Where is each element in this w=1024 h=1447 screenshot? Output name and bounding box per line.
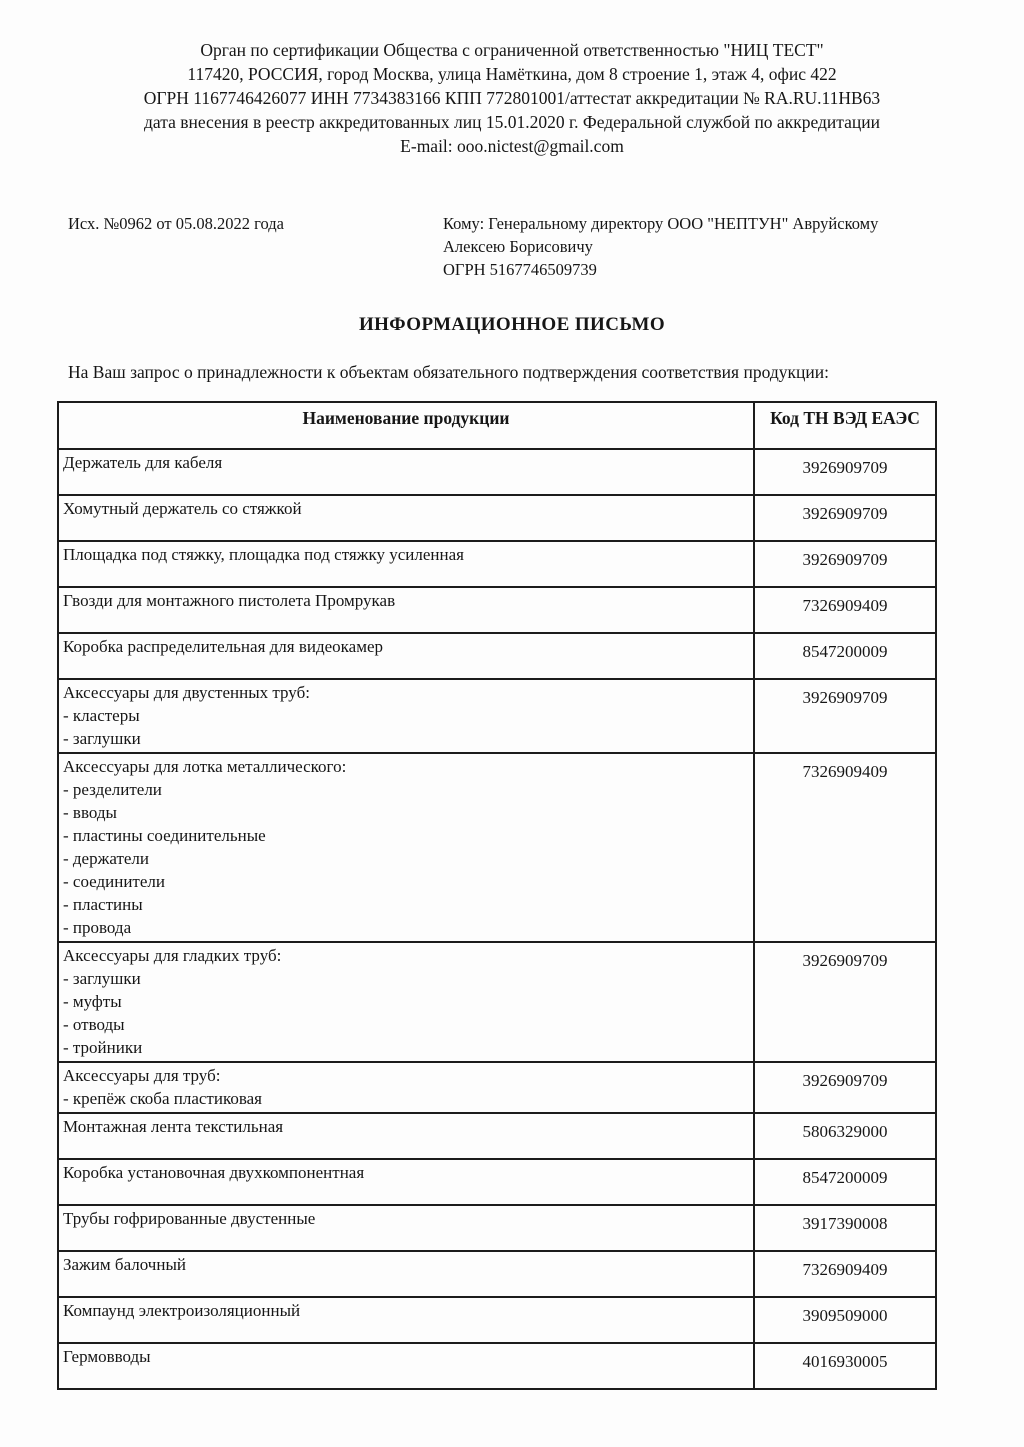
product-name: Аксессуары для двустенных труб:: [63, 683, 310, 702]
table-row: [58, 1113, 936, 1159]
product-name-cell: [58, 1297, 754, 1343]
letterhead: [0, 0, 1024, 158]
product-name: Коробка установочная двухкомпонентная: [63, 1163, 365, 1182]
product-code-cell: 4016930005: [754, 1343, 936, 1389]
product-name: Хомутный держатель со стяжкой: [63, 499, 302, 518]
table-row: [58, 1159, 936, 1205]
product-name: Гвозди для монтажного пистолета Промрукав: [63, 591, 396, 610]
letterhead-accreditation-line: дата внесения в реестр аккредитованных лиц 15.01.2020 г. Федеральной службой по аккредитации: [144, 112, 880, 132]
product-code-cell: 3909509000: [754, 1297, 936, 1343]
product-name-cell: [58, 679, 754, 753]
product-sub-item: - муфты: [63, 992, 122, 1011]
product-name: Монтажная лента текстильная: [63, 1117, 284, 1136]
table-row: [58, 1062, 936, 1113]
product-code-cell: 3926909709: [754, 541, 936, 587]
product-name-cell: [58, 495, 754, 541]
product-name: Коробка распределительная для видеокамер: [63, 637, 384, 656]
table-row: [58, 587, 936, 633]
table-row: [58, 942, 936, 1062]
product-name: Гермовводы: [63, 1347, 151, 1366]
product-name: Аксессуары для лотка металлического:: [63, 757, 347, 776]
table-row: [58, 753, 936, 942]
product-name-cell: [58, 1159, 754, 1205]
product-code-cell: 3926909709: [754, 942, 936, 1062]
product-sub-item: - кластеры: [63, 706, 140, 725]
table-header-row: [58, 402, 936, 449]
table-row: [58, 449, 936, 495]
letterhead-registration-line: ОГРН 1167746426077 ИНН 7734383166 КПП 772801001/аттестат аккредитации № RA.RU.11НВ63: [143, 88, 881, 108]
product-sub-item: - вводы: [63, 803, 117, 822]
product-code-cell: 3926909709: [754, 1062, 936, 1113]
products-table: [57, 401, 937, 1390]
outgoing-number: Исх. №0962 от 05.08.2022 года: [68, 214, 284, 233]
product-code-cell: 7326909409: [754, 753, 936, 942]
product-table-body: [58, 449, 936, 1389]
product-sub-item: - соединители: [63, 872, 165, 891]
letterhead-address-line: 117420, РОССИЯ, город Москва, улица Намёткина, дом 8 строение 1, этаж 4, офис 422: [187, 64, 837, 84]
column-header-tnved-code: Код ТН ВЭД ЕАЭС: [754, 402, 936, 449]
product-sub-item: - резделители: [63, 780, 162, 799]
product-name: Аксессуары для труб:: [63, 1066, 221, 1085]
product-code-cell: 3926909709: [754, 449, 936, 495]
recipient-line: Кому: Генеральному директору ООО "НЕПТУН" Авруйскому Алексею Борисовичу: [443, 214, 879, 256]
product-sub-item: - отводы: [63, 1015, 125, 1034]
product-name-cell: [58, 1062, 754, 1113]
product-sub-item: - заглушки: [63, 729, 141, 748]
page-title: ИНФОРМАЦИОННОЕ ПИСЬМО: [358, 314, 666, 335]
product-name: Площадка под стяжку, площадка под стяжку усиленная: [63, 545, 464, 564]
product-sub-item: - держатели: [63, 849, 150, 868]
product-name-cell: [58, 1343, 754, 1389]
letterhead-org-line: Орган по сертификации Общества с ограниченной ответственностью "НИЦ ТЕСТ": [200, 40, 824, 60]
product-name-cell: [58, 633, 754, 679]
product-name-cell: [58, 1113, 754, 1159]
table-row: [58, 1251, 936, 1297]
product-sub-item: - заглушки: [63, 969, 141, 988]
product-code-cell: 3926909709: [754, 495, 936, 541]
product-sub-item: - пластины: [63, 895, 143, 914]
product-name: Держатель для кабеля: [63, 453, 223, 472]
reference-block: [0, 212, 1024, 290]
product-name-cell: [58, 449, 754, 495]
product-code-cell: 7326909409: [754, 1251, 936, 1297]
table-row: [58, 541, 936, 587]
product-code-cell: 8547200009: [754, 633, 936, 679]
product-name-cell: [58, 1251, 754, 1297]
product-name-cell: [58, 541, 754, 587]
table-row: [58, 679, 936, 753]
product-name: Аксессуары для гладких труб:: [63, 946, 282, 965]
product-code-cell: 8547200009: [754, 1159, 936, 1205]
table-row: [58, 1205, 936, 1251]
product-code-cell: 5806329000: [754, 1113, 936, 1159]
product-name: Зажим балочный: [63, 1255, 186, 1274]
product-name: Компаунд электроизоляционный: [63, 1301, 301, 1320]
product-name-cell: [58, 587, 754, 633]
product-sub-item: - провода: [63, 918, 132, 937]
product-code-cell: 3917390008: [754, 1205, 936, 1251]
product-name: Трубы гофрированные двустенные: [63, 1209, 316, 1228]
product-sub-item: - тройники: [63, 1038, 143, 1057]
product-name-cell: [58, 1205, 754, 1251]
product-sub-item: - пластины соединительные: [63, 826, 266, 845]
table-row: [58, 633, 936, 679]
intro-paragraph: На Ваш запрос о принадлежности к объектам обязательного подтверждения соответствия продукции:: [68, 362, 829, 382]
product-code-cell: 3926909709: [754, 679, 936, 753]
table-row: [58, 1297, 936, 1343]
table-row: [58, 1343, 936, 1389]
letterhead-email-line: E-mail: ooo.nictest@gmail.com: [400, 136, 624, 156]
product-name-cell: [58, 753, 754, 942]
product-sub-item: - крепёж скоба пластиковая: [63, 1089, 263, 1108]
recipient-block: [443, 212, 930, 281]
product-code-cell: 7326909409: [754, 587, 936, 633]
column-header-product-name: Наименование продукции: [58, 402, 754, 449]
recipient-ogrn: ОГРН 5167746509739: [443, 260, 597, 279]
product-name-cell: [58, 942, 754, 1062]
table-row: [58, 495, 936, 541]
